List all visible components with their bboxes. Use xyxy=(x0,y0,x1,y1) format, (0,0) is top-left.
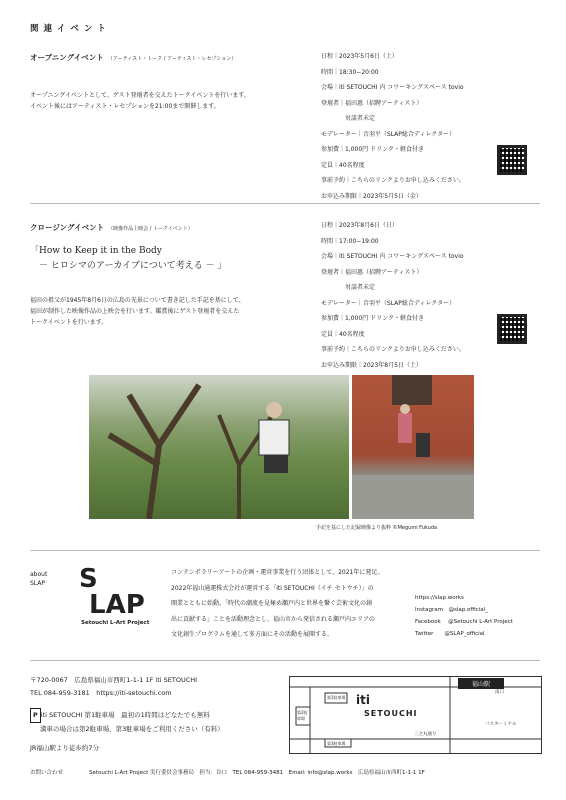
opening-time: 時間｜18:30−20:00 xyxy=(321,68,379,76)
qr-code-icon[interactable] xyxy=(497,145,527,175)
closing-title xyxy=(30,222,193,233)
street-label: 三之丸通り xyxy=(414,732,437,737)
opening-title-text: オープニングイベント xyxy=(30,53,104,62)
footer-label: お問い合わせ xyxy=(30,770,64,776)
building-illustration xyxy=(352,375,474,519)
opening-date: 日程｜2023年5月6日（土） xyxy=(321,53,398,60)
parking-info: iti SETOUCHI 第1駐車場 最初の1時間はどなたでも無料 xyxy=(40,711,210,719)
about-label xyxy=(30,570,47,588)
opening-deadline: お申込み期限｜2023年5月5日（金） xyxy=(321,192,422,200)
about-line: 開業とともに始動。「時代の潮流を見極め瀬戸内と世界を繋ぐ芸術文化の創 xyxy=(171,600,373,607)
opening-subtitle: （アーティスト・トーク / アーティスト・レセプション） xyxy=(107,56,237,62)
parking-info-2: 満車の場合は第2駐車場、第3駐車場をご利用ください（有料） xyxy=(40,725,224,733)
event-photo-building xyxy=(352,375,474,519)
film-title-line: － ヒロシマのアーカイブについて考える － 」 xyxy=(30,261,227,271)
social-links xyxy=(415,592,513,640)
opening-title xyxy=(30,52,236,63)
closing-deadline: お申込み期限｜2023年8月5日（土） xyxy=(321,361,422,369)
tree-illustration xyxy=(89,375,349,519)
closing-desc-line: 福田の祖父が1945年8月6日の広島の光景について書き記した手記を基にして、 xyxy=(30,297,245,304)
contact-tel: TEL 084-959-3181 https://iti-setouchi.com xyxy=(30,689,172,697)
instagram-link[interactable]: Instagram @slap.official_ xyxy=(415,607,488,613)
iti-logo: iti xyxy=(356,693,370,707)
opening-guest: 対談者未定 xyxy=(321,115,376,122)
closing-title-text: クロージングイベント xyxy=(30,223,105,232)
closing-capacity: 定員｜40名程度 xyxy=(321,330,365,338)
slap-logo-s: S xyxy=(79,564,98,594)
parking-row xyxy=(30,708,224,723)
opening-capacity: 定員｜40名程度 xyxy=(321,161,365,169)
closing-reservation: 事前予約｜こちらのリンクよりお申し込みください。 xyxy=(321,346,465,353)
website-link[interactable]: https://slap.works xyxy=(415,595,464,601)
film-title-line: 「How to Keep it in the Body xyxy=(30,246,162,256)
opening-info xyxy=(321,49,465,204)
opening-desc-line: オープニングイベントとして、ゲスト登壇者を交えたトークイベントを行います。 xyxy=(30,92,250,99)
opening-moderator: モデレーター｜音羽平（SLAP総合ディレクター） xyxy=(321,130,456,138)
about-label-line: about xyxy=(30,571,48,578)
opening-venue: 会場｜iti SETOUCHI 内 コワーキングスペース tovio xyxy=(321,84,464,91)
slap-logo xyxy=(79,566,149,626)
divider xyxy=(30,550,540,551)
slap-logo-lap: LAP xyxy=(89,590,145,620)
about-line: 2022年福山通運株式会社が運営する「iti SETOUCHI（イチ セトウチ）」の xyxy=(171,584,374,592)
opening-desc-line: イベント後にはアーティスト・レセプションを21:00まで開催します。 xyxy=(30,103,220,110)
access-info xyxy=(30,674,224,755)
closing-description xyxy=(30,295,245,328)
closing-time: 時間｜17:00−19:00 xyxy=(321,237,379,245)
map-lot3: 第3駐車場 xyxy=(327,741,346,746)
divider xyxy=(30,660,540,661)
closing-desc-line: トークイベントを行います。 xyxy=(30,319,108,326)
closing-info xyxy=(321,218,465,373)
walk-info: JR福山駅より徒歩約7分 xyxy=(30,744,100,752)
about-body xyxy=(171,565,383,643)
closing-date: 日程｜2023年8月6日（日） xyxy=(321,222,398,229)
about-line: 出に貢献する」ことを活動理念とし、福山市から発信される瀬戸内エリアの xyxy=(171,615,376,623)
closing-guest: 対談者未定 xyxy=(321,284,376,291)
about-line: 文化創生プログラムを通して多方面にその活動を展開する。 xyxy=(171,631,333,638)
section-heading: 関 連 イ ベ ン ト xyxy=(30,24,107,34)
map-lot2: 第2駐車場 xyxy=(297,710,308,721)
photo-caption: 手記を基にした記録映像より抜粋 ©Megumi Fukuda xyxy=(316,525,438,531)
film-title xyxy=(30,244,226,274)
bus-terminal: バスターミナル xyxy=(485,722,517,727)
address: 〒720-0067 広島県福山市西町1-1-1 1F iti SETOUCHI xyxy=(30,676,198,684)
divider xyxy=(30,203,540,204)
opening-description xyxy=(30,90,250,112)
access-map xyxy=(289,676,542,754)
slap-logo-subtitle: Setouchi L-Art Project xyxy=(81,620,150,626)
event-photo-garden xyxy=(89,375,349,519)
qr-code-icon[interactable] xyxy=(497,314,527,344)
closing-moderator: モデレーター｜音羽平（SLAP総合ディレクター） xyxy=(321,299,456,307)
map-lot1: 第1駐車場 xyxy=(327,695,346,700)
closing-speaker: 登壇者｜福田惠（招聘アーティスト） xyxy=(321,268,423,276)
about-label-line: SLAP xyxy=(30,580,46,587)
opening-speaker: 登壇者｜福田惠（招聘アーティスト） xyxy=(321,99,423,107)
closing-subtitle: （映像作品上映会 / トークイベント） xyxy=(108,226,193,232)
footer-contact: Setouchi L-Art Project 実行委員会事務局 担当：谷口 TEL 084-959-3481 Email: info@slap.works 広島県福山市西町1-1-1 1F xyxy=(89,770,425,776)
about-line: コンテンポラリーアートの企画・運営事業を行う団体として、2021年に発足。 xyxy=(171,569,384,576)
station-label: 福山駅 xyxy=(458,678,504,689)
closing-venue: 会場｜iti SETOUCHI 内 コワーキングスペース tovio xyxy=(321,253,464,260)
closing-fee: 参加費｜1,000円 ドリンク・軽食付き xyxy=(321,315,424,322)
twitter-link[interactable]: Twitter @SLAP_official xyxy=(415,631,485,637)
facebook-link[interactable]: Facebook @Setouchi L-Art Project xyxy=(415,619,513,625)
parking-icon: P xyxy=(30,708,41,723)
opening-fee: 参加費｜1,000円 ドリンク・軽食付き xyxy=(321,146,424,153)
closing-desc-line: 福田が制作した映像作品の上映会を行います。鑑賞後にゲスト登壇者を交えた xyxy=(30,308,240,315)
setouchi-logo: SETOUCHI xyxy=(364,709,418,718)
exit-label: 南口 xyxy=(495,690,504,695)
opening-reservation: 事前予約｜こちらのリンクよりお申し込みください。 xyxy=(321,177,465,184)
